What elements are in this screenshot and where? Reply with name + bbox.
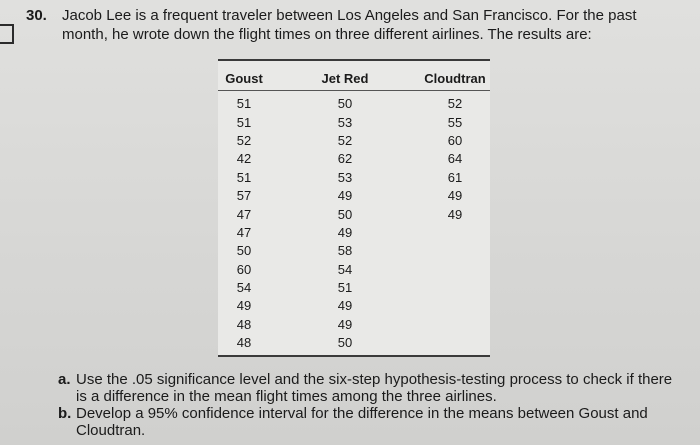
question-text: Develop a 95% confidence interval for the difference in the means between Goust and Cloudtran. (76, 405, 648, 439)
table-header-row (218, 65, 490, 91)
cell-cloudtran (420, 279, 490, 297)
column-header-jet-red: Jet Red (321, 70, 369, 86)
table-row (218, 334, 490, 352)
cell-cloudtran: 49 (447, 206, 463, 222)
cell-goust: 52 (236, 132, 252, 148)
table-row (218, 132, 490, 150)
cell-jet-red: 50 (337, 206, 353, 222)
table-body (218, 91, 490, 352)
cell-goust: 49 (236, 298, 252, 314)
cell-jet-red: 54 (337, 261, 353, 277)
cell-goust: 47 (236, 206, 252, 222)
question-list (58, 372, 678, 440)
problem-line-1 (26, 6, 676, 25)
cell-goust: 57 (236, 188, 252, 204)
table-row (218, 242, 490, 260)
cell-jet-red: 58 (337, 243, 353, 259)
table-row (218, 316, 490, 334)
cell-jet-red: 50 (337, 335, 353, 351)
table-row (218, 91, 490, 113)
question-letter: b. (58, 405, 72, 422)
cell-jet-red: 62 (337, 151, 353, 167)
cell-jet-red: 49 (337, 188, 353, 204)
cell-jet-red: 53 (337, 114, 353, 130)
problem-text-line-1: Jacob Lee is a frequent traveler between Los Angeles and San Francisco. For the past (62, 7, 637, 24)
cell-cloudtran: 52 (447, 96, 463, 112)
question-a (58, 372, 678, 405)
cell-goust: 47 (236, 224, 252, 240)
table-row (218, 205, 490, 223)
cell-cloudtran: 61 (447, 169, 463, 185)
column-header-cloudtran: Cloudtran (424, 70, 486, 86)
cell-jet-red: 52 (337, 132, 353, 148)
table-row (218, 169, 490, 187)
column-header-goust: Goust (225, 70, 263, 86)
cell-cloudtran (420, 334, 490, 352)
cell-cloudtran (420, 261, 490, 279)
table-row (218, 279, 490, 297)
problem-number: 30. (26, 7, 47, 24)
question-b (58, 406, 678, 439)
cell-goust: 42 (236, 151, 252, 167)
cell-jet-red: 49 (337, 224, 353, 240)
question-letter: a. (58, 371, 71, 388)
cell-cloudtran: 60 (447, 132, 463, 148)
problem-text-line-2: month, he wrote down the flight times on three different airlines. The results are: (62, 26, 592, 43)
cell-jet-red: 49 (337, 316, 353, 332)
cell-goust: 51 (236, 114, 252, 130)
cell-goust: 51 (236, 96, 252, 112)
cell-jet-red: 53 (337, 169, 353, 185)
table-top-rule (218, 59, 490, 61)
cell-cloudtran: 55 (447, 114, 463, 130)
cell-goust: 48 (236, 335, 252, 351)
cell-jet-red: 50 (337, 96, 353, 112)
table-row (218, 261, 490, 279)
cell-cloudtran: 49 (447, 188, 463, 204)
cell-goust: 60 (236, 261, 252, 277)
table-row (218, 150, 490, 168)
cell-cloudtran (420, 297, 490, 315)
cell-jet-red: 49 (337, 298, 353, 314)
cell-cloudtran (420, 242, 490, 260)
question-text: Use the .05 significance level and the six-step hypothesis-testing process to check if there is a difference in the mean flight times among the three airlines. (76, 371, 673, 405)
cell-goust: 50 (236, 243, 252, 259)
flight-times-table (218, 59, 490, 357)
cell-cloudtran: 64 (447, 151, 463, 167)
cell-goust: 48 (236, 316, 252, 332)
cell-goust: 54 (236, 280, 252, 296)
cell-jet-red: 51 (337, 280, 353, 296)
table-row (218, 297, 490, 315)
problem-statement (26, 6, 676, 44)
page-margin-mark (0, 24, 14, 44)
cell-cloudtran (420, 316, 490, 334)
table-row (218, 224, 490, 242)
data-table (218, 65, 490, 352)
table-row (218, 187, 490, 205)
cell-cloudtran (420, 224, 490, 242)
table-row (218, 113, 490, 131)
cell-goust: 51 (236, 169, 252, 185)
